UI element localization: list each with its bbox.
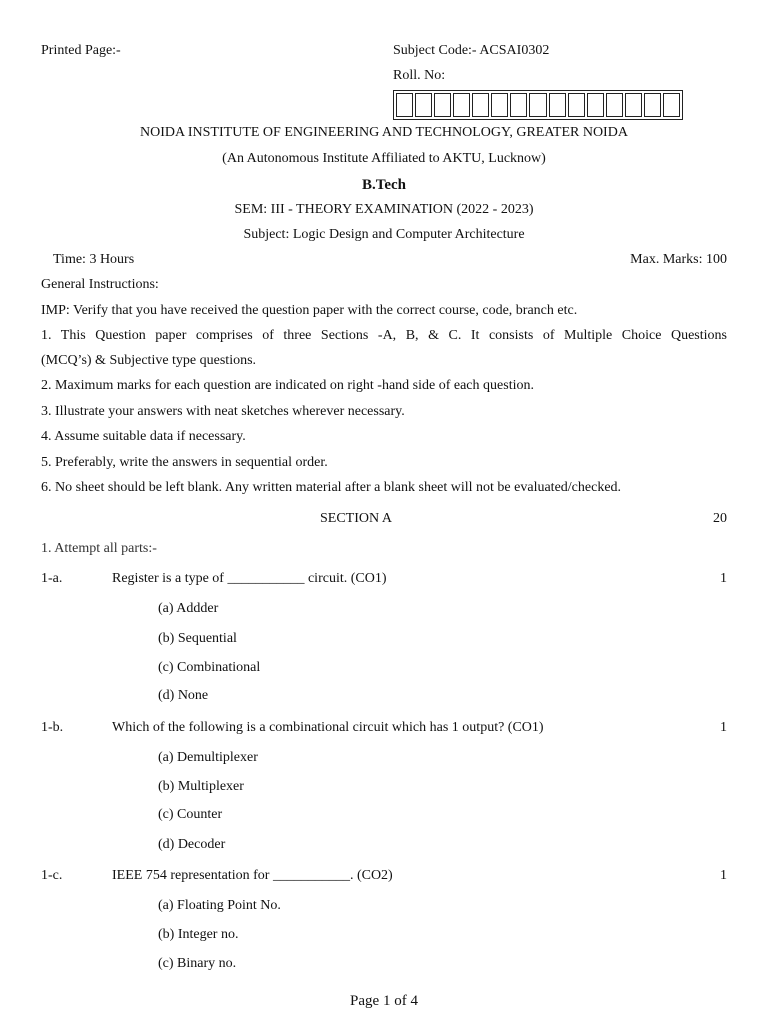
section-a-marks: 20 — [713, 511, 727, 526]
question-text: IEEE 754 representation for ___________. (CO2) — [112, 868, 393, 883]
institute-name: NOIDA INSTITUTE OF ENGINEERING AND TECHNOLOGY, GREATER NOIDA — [140, 125, 628, 140]
instruction-1-line-1: 1. This Question paper comprises of three Sections -A, B, & C. It consists of Multiple Choice Questions — [41, 328, 727, 343]
roll-number-box[interactable] — [415, 93, 432, 117]
option-b: (b) Integer no. — [158, 927, 239, 942]
question-text: Which of the following is a combinational circuit which has 1 output? (CO1) — [112, 720, 544, 735]
roll-number-box[interactable] — [644, 93, 661, 117]
option-b: (b) Multiplexer — [158, 779, 244, 794]
exam-title: SEM: III - THEORY EXAMINATION (2022 - 2023) — [234, 202, 534, 217]
roll-number-box[interactable] — [453, 93, 470, 117]
option-c: (c) Counter — [158, 807, 223, 822]
instructions-heading: General Instructions: — [41, 277, 159, 292]
roll-number-box[interactable] — [587, 93, 604, 117]
roll-number-box[interactable] — [396, 93, 413, 117]
roll-number-box[interactable] — [606, 93, 623, 117]
section-a-title: SECTION A — [320, 511, 392, 526]
question-text: Register is a type of ___________ circuit. (CO1) — [112, 571, 387, 586]
option-a: (a) Addder — [158, 601, 219, 616]
option-d: (d) None — [158, 688, 209, 703]
roll-number-box[interactable] — [510, 93, 527, 117]
question-marks: 1 — [720, 571, 727, 586]
option-c: (c) Binary no. — [158, 956, 237, 971]
section-a-instruction: 1. Attempt all parts:- — [41, 541, 157, 556]
roll-number-boxes — [393, 90, 683, 120]
max-marks: Max. Marks: 100 — [630, 252, 727, 267]
subject-title: Subject: Logic Design and Computer Architecture — [243, 227, 525, 242]
question-number: 1-c. — [41, 868, 63, 883]
exam-time: Time: 3 Hours — [53, 252, 135, 267]
roll-number-box[interactable] — [568, 93, 585, 117]
instruction-1-line-2: (MCQ’s) & Subjective type questions. — [41, 353, 257, 368]
instruction-5: 5. Preferably, write the answers in sequential order. — [41, 455, 328, 470]
institute-affiliation: (An Autonomous Institute Affiliated to AKTU, Lucknow) — [222, 151, 546, 166]
instruction-imp: IMP: Verify that you have received the question paper with the correct course, code, branch etc. — [41, 303, 578, 318]
instruction-6: 6. No sheet should be left blank. Any written material after a blank sheet will not be evaluated/checked. — [41, 480, 622, 495]
instruction-2: 2. Maximum marks for each question are indicated on right -hand side of each question. — [41, 378, 534, 393]
roll-number-box[interactable] — [529, 93, 546, 117]
roll-number-box[interactable] — [549, 93, 566, 117]
roll-number-box[interactable] — [434, 93, 451, 117]
option-b: (b) Sequential — [158, 631, 237, 646]
roll-number-box[interactable] — [663, 93, 680, 117]
question-marks: 1 — [720, 868, 727, 883]
option-a: (a) Demultiplexer — [158, 750, 258, 765]
question-marks: 1 — [720, 720, 727, 735]
roll-number-box[interactable] — [625, 93, 642, 117]
roll-no-label: Roll. No: — [393, 68, 446, 83]
instruction-4: 4. Assume suitable data if necessary. — [41, 429, 246, 444]
question-number: 1-a. — [41, 571, 63, 586]
option-c: (c) Combinational — [158, 660, 261, 675]
page-number: Page 1 of 4 — [350, 993, 418, 1009]
option-d: (d) Decoder — [158, 837, 226, 852]
question-number: 1-b. — [41, 720, 64, 735]
roll-number-box[interactable] — [491, 93, 508, 117]
option-a: (a) Floating Point No. — [158, 898, 281, 913]
program-title: B.Tech — [361, 177, 407, 193]
printed-page-label: Printed Page:- — [41, 43, 121, 58]
subject-code: Subject Code:- ACSAI0302 — [393, 43, 550, 58]
roll-number-box[interactable] — [472, 93, 489, 117]
instruction-3: 3. Illustrate your answers with neat sketches wherever necessary. — [41, 404, 405, 419]
